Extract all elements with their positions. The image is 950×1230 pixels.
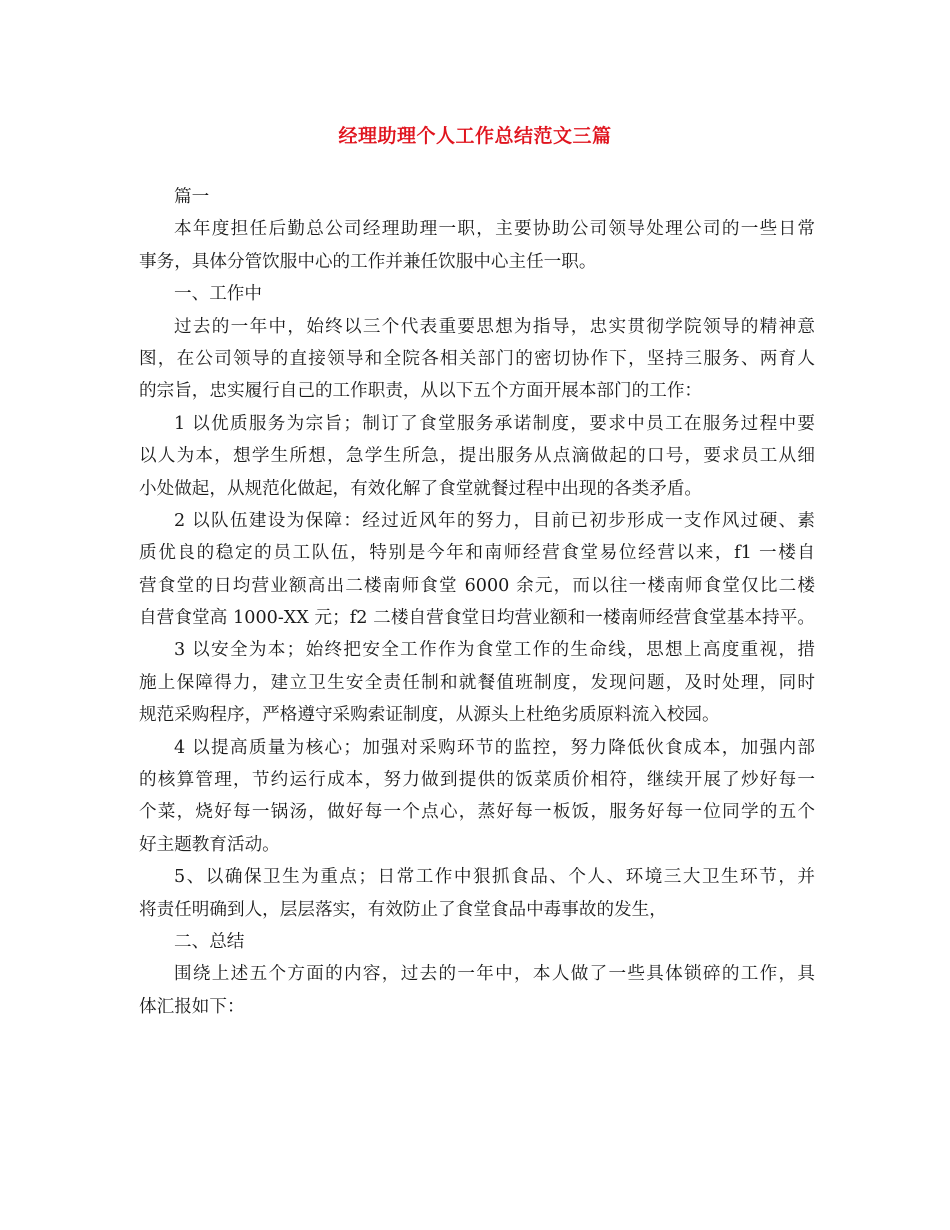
paragraph-line: 本年度担任后勤总公司经理助理一职，主要协助公司领导处理公司的一些日常 — [174, 219, 815, 240]
paragraph-line: 个菜，烧好每一锅汤，做好每一个点心，蒸好每一板饭，服务好每一位同学的五个 — [139, 802, 815, 823]
paragraph-line: 质优良的稳定的员工队伍，特别是今年和南师经营食堂易位经营以来，f1 一楼自 — [139, 543, 815, 564]
paragraph-line: 2 以队伍建设为保障：经过近风年的努力，目前已初步形成一支作风过硬、素 — [174, 510, 815, 531]
paragraph-line: 以人为本，想学生所想，急学生所急，提出服务从点滴做起的口号，要求员工从细 — [139, 446, 815, 467]
paragraph-line: 1 以优质服务为宗旨；制订了食堂服务承诺制度，要求中员工在服务过程中要 — [174, 413, 815, 434]
paragraph-line: 自营食堂高 1000-XX 元；f2 二楼自营食堂日均营业额和一楼南师经营食堂基本持平。 — [139, 608, 815, 629]
paragraph-line: 的宗旨，忠实履行自己的工作职责，从以下五个方面开展本部门的工作： — [139, 381, 703, 402]
section-heading-work: 一、工作中 — [174, 284, 262, 305]
paragraph-line: 小处做起，从规范化做起，有效化解了食堂就餐过程中出现的各类矛盾。 — [139, 478, 703, 499]
paragraph-line: 将责任明确到人，层层落实，有效防止了食堂食品中毒事故的发生， — [139, 899, 667, 920]
section-heading-part-one: 篇一 — [174, 187, 210, 207]
paragraph-line: 规范采购程序，严格遵守采购索证制度，从源头上杜绝劣质原料流入校园。 — [139, 705, 720, 726]
paragraph-line: 好主题教育活动。 — [139, 834, 280, 855]
paragraph-line: 5、以确保卫生为重点；日常工作中狠抓食品、个人、环境三大卫生环节，并 — [174, 867, 815, 888]
paragraph-line: 4 以提高质量为核心；加强对采购环节的监控，努力降低伙食成本，加强内部 — [174, 737, 815, 758]
paragraph-line: 3 以安全为本；始终把安全工作作为食堂工作的生命线，思想上高度重视，措 — [174, 640, 815, 661]
paragraph-line: 体汇报如下： — [139, 996, 245, 1017]
paragraph-line: 事务，具体分管饮服中心的工作并兼任饮服中心主任一职。 — [139, 251, 597, 272]
document-body — [139, 181, 815, 1023]
paragraph-line: 营食堂的日均营业额高出二楼南师食堂 6000 余元，而以往一楼南师食堂仅比二楼 — [139, 575, 815, 596]
section-heading-summary: 二、总结 — [174, 931, 245, 952]
paragraph-line: 图，在公司领导的直接领导和全院各相关部门的密切协作下，坚持三服务、两育人 — [139, 348, 815, 369]
document-title: 经理助理个人工作总结范文三篇 — [338, 125, 612, 147]
paragraph-line: 的核算管理，节约运行成本，努力做到提供的饭菜质价相符，继续开展了炒好每一 — [139, 770, 815, 791]
paragraph-line: 施上保障得力，建立卫生安全责任制和就餐值班制度，发现问题，及时处理，同时 — [139, 672, 815, 693]
paragraph-line: 围绕上述五个方面的内容，过去的一年中，本人做了一些具体锁碎的工作，具 — [174, 964, 815, 985]
paragraph-line: 过去的一年中，始终以三个代表重要思想为指导，忠实贯彻学院领导的精神意 — [174, 316, 815, 337]
